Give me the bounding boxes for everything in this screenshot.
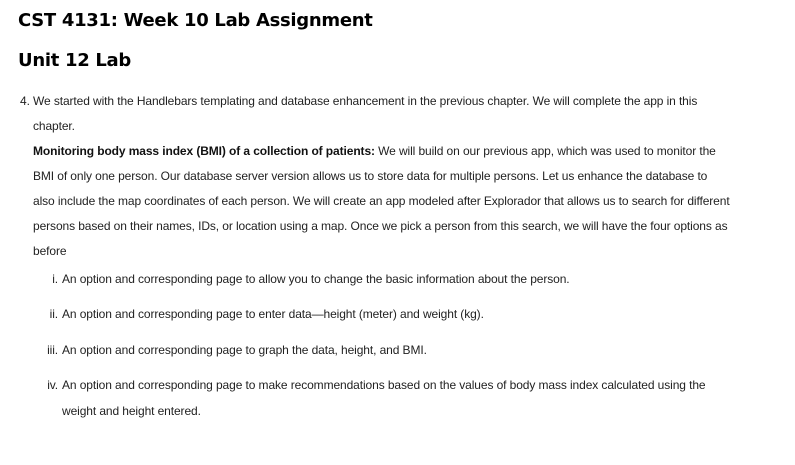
list-item-content <box>33 89 730 264</box>
bmi-paragraph-body: We will build on our previous app, which was used to monitor the BMI of only one person. Our database server version allows us to store data for multiple persons. Let us enhance the database to also include the map coordinates of each person. We will create an app modeled after Explorador that allows us to search for different persons based on their names, IDs, or location using a map. Once we pick a person from this search, we will have the four options as before <box>33 144 730 258</box>
bmi-paragraph <box>33 139 730 264</box>
list-item-4 <box>20 89 730 264</box>
sublist-item-text: An option and corresponding page to enter data—height (meter) and weight (kg). <box>62 307 484 321</box>
list-item-number: 4. <box>20 94 30 108</box>
sublist-item-text: An option and corresponding page to allow you to change the basic information about the person. <box>62 272 570 286</box>
section-heading: Unit 12 Lab <box>18 50 131 71</box>
sublist-item-marker: i. <box>52 272 58 286</box>
sublist-item-marker: ii. <box>49 307 58 321</box>
document-title: CST 4131: Week 10 Lab Assignment <box>18 10 373 31</box>
intro-paragraph: We started with the Handlebars templating and database enhancement in the previous chapter. We will complete the app in this chapter. <box>33 94 698 133</box>
sublist-item-text: An option and corresponding page to make recommendations based on the values of body mass index calculated using the weight and height entered. <box>62 378 706 418</box>
sublist-item-text: An option and corresponding page to graph the data, height, and BMI. <box>62 343 427 357</box>
sublist-item-marker: iv. <box>47 378 58 392</box>
sublist-item-marker: iii. <box>47 343 58 357</box>
bmi-paragraph-lead: Monitoring body mass index (BMI) of a collection of patients: <box>33 144 375 158</box>
